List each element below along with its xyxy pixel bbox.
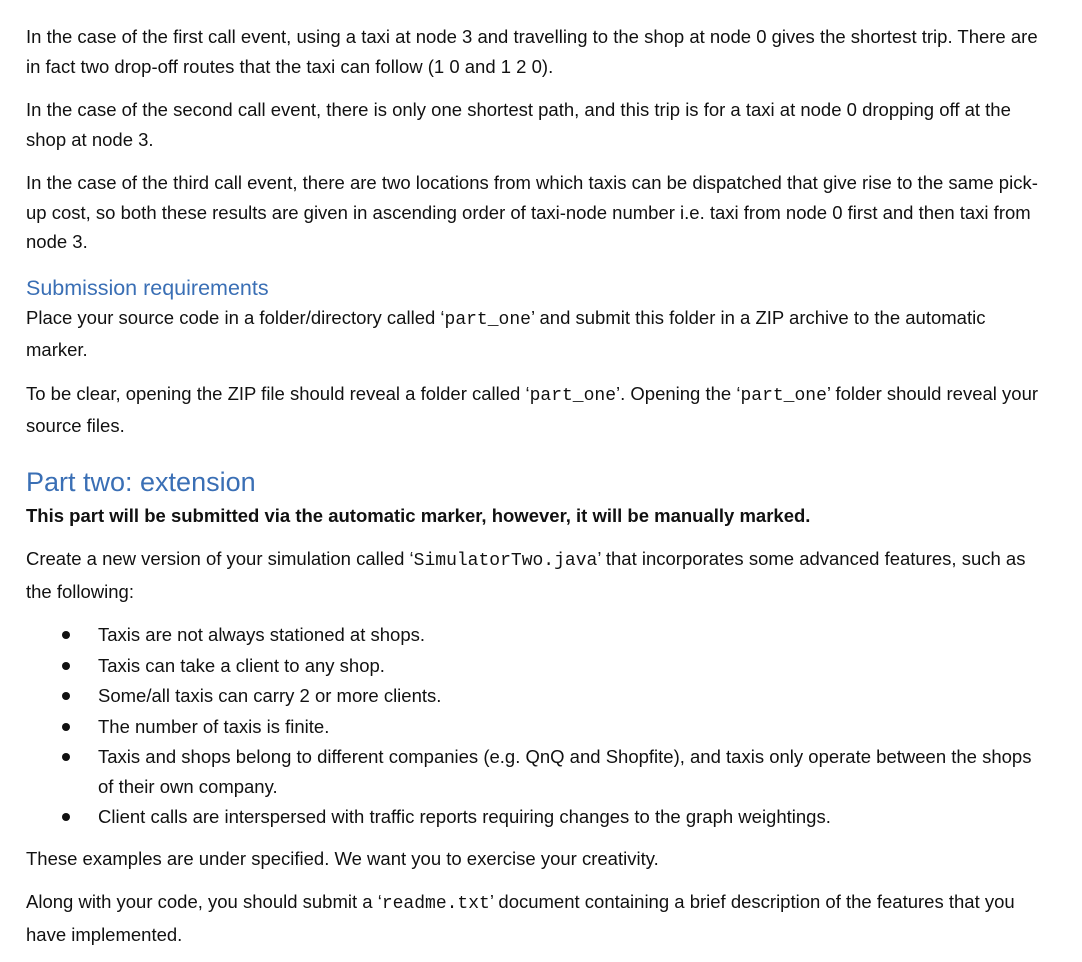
file-name-code: SimulatorTwo.java (413, 551, 598, 571)
list-item-text: Taxis can take a client to any shop. (98, 654, 385, 676)
list-item (26, 802, 1042, 832)
folder-name-code: part_one (444, 309, 531, 330)
bullet-icon (62, 631, 70, 639)
readme-file-code: readme.txt (381, 894, 490, 914)
list-item (26, 620, 1042, 650)
bullet-icon (62, 723, 70, 731)
submission-paragraph-2 (26, 379, 1042, 441)
examples-note: These examples are under specified. We want you to exercise your creativity. (26, 847, 659, 869)
list-item (26, 651, 1042, 681)
submission-p2-text-after: ’ folder should reveal your source files. (26, 382, 1039, 436)
list-item (26, 712, 1042, 742)
list-item-text: Some/all taxis can carry 2 or more clients. (98, 685, 442, 706)
intro-paragraph-2: In the case of the second call event, there is only one shortest path, and this trip is for a taxi at node 0 dropping off at the shop at node 3. (26, 99, 1011, 150)
list-item (26, 742, 1042, 801)
bullet-icon (62, 662, 70, 670)
intro-paragraph-3: In the case of the third call event, there are two locations from which taxis can be dispatched that give rise to the same pick-up cost, so both these results are given in ascending order of taxi-node number i.e. taxi from node 0 first and then taxi from node 3. (26, 172, 1038, 252)
list-item-text: Taxis and shops belong to different companies (e.g. QnQ and Shopfite), and taxis only operate between the shops of their own company. (98, 746, 1032, 797)
list-item-text: Client calls are interspersed with traffic reports requiring changes to the graph weightings. (98, 806, 831, 827)
submission-p2-text-middle: ’. Opening the ‘ (616, 382, 741, 404)
feature-list (26, 620, 1042, 832)
readme-text-after: ’ document containing a brief description of the features that you have implemented. (26, 891, 1015, 945)
submission-p2-text-before: To be clear, opening the ZIP file should reveal a folder called ‘ (26, 382, 530, 404)
submission-paragraph-1 (26, 303, 1042, 365)
part-two-intro (26, 544, 1042, 606)
bullet-icon (62, 813, 70, 821)
part-two-bold-note: This part will be submitted via the automatic marker, however, it will be manually marked. (26, 504, 811, 526)
folder-name-code: part_one (740, 385, 827, 406)
submission-heading: Submission requirements (26, 275, 269, 300)
part-two-intro-before: Create a new version of your simulation called ‘ (26, 548, 414, 569)
bullet-icon (62, 753, 70, 761)
submission-p1-text-before: Place your source code in a folder/directory called ‘ (26, 306, 445, 328)
submission-p1-text-after: ’ and submit this folder in a ZIP archive to the automatic marker. (26, 306, 986, 360)
folder-name-code: part_one (529, 385, 617, 406)
list-item-text: Taxis are not always stationed at shops. (98, 624, 426, 645)
readme-text-before: Along with your code, you should submit a ‘ (26, 891, 382, 912)
list-item-text: The number of taxis is finite. (98, 715, 330, 737)
intro-paragraph-1: In the case of the first call event, using a taxi at node 3 and travelling to the shop at node 0 gives the shortest trip. There are in fact two drop-off routes that the taxi can follow (1 0 and 1 2 0). (26, 26, 1038, 77)
bullet-icon (62, 692, 70, 700)
part-two-intro-after: ’ that incorporates some advanced features, such as the following: (26, 548, 1026, 602)
readme-paragraph (26, 887, 1042, 949)
part-two-heading: Part two: extension (26, 466, 256, 497)
list-item (26, 681, 1042, 711)
